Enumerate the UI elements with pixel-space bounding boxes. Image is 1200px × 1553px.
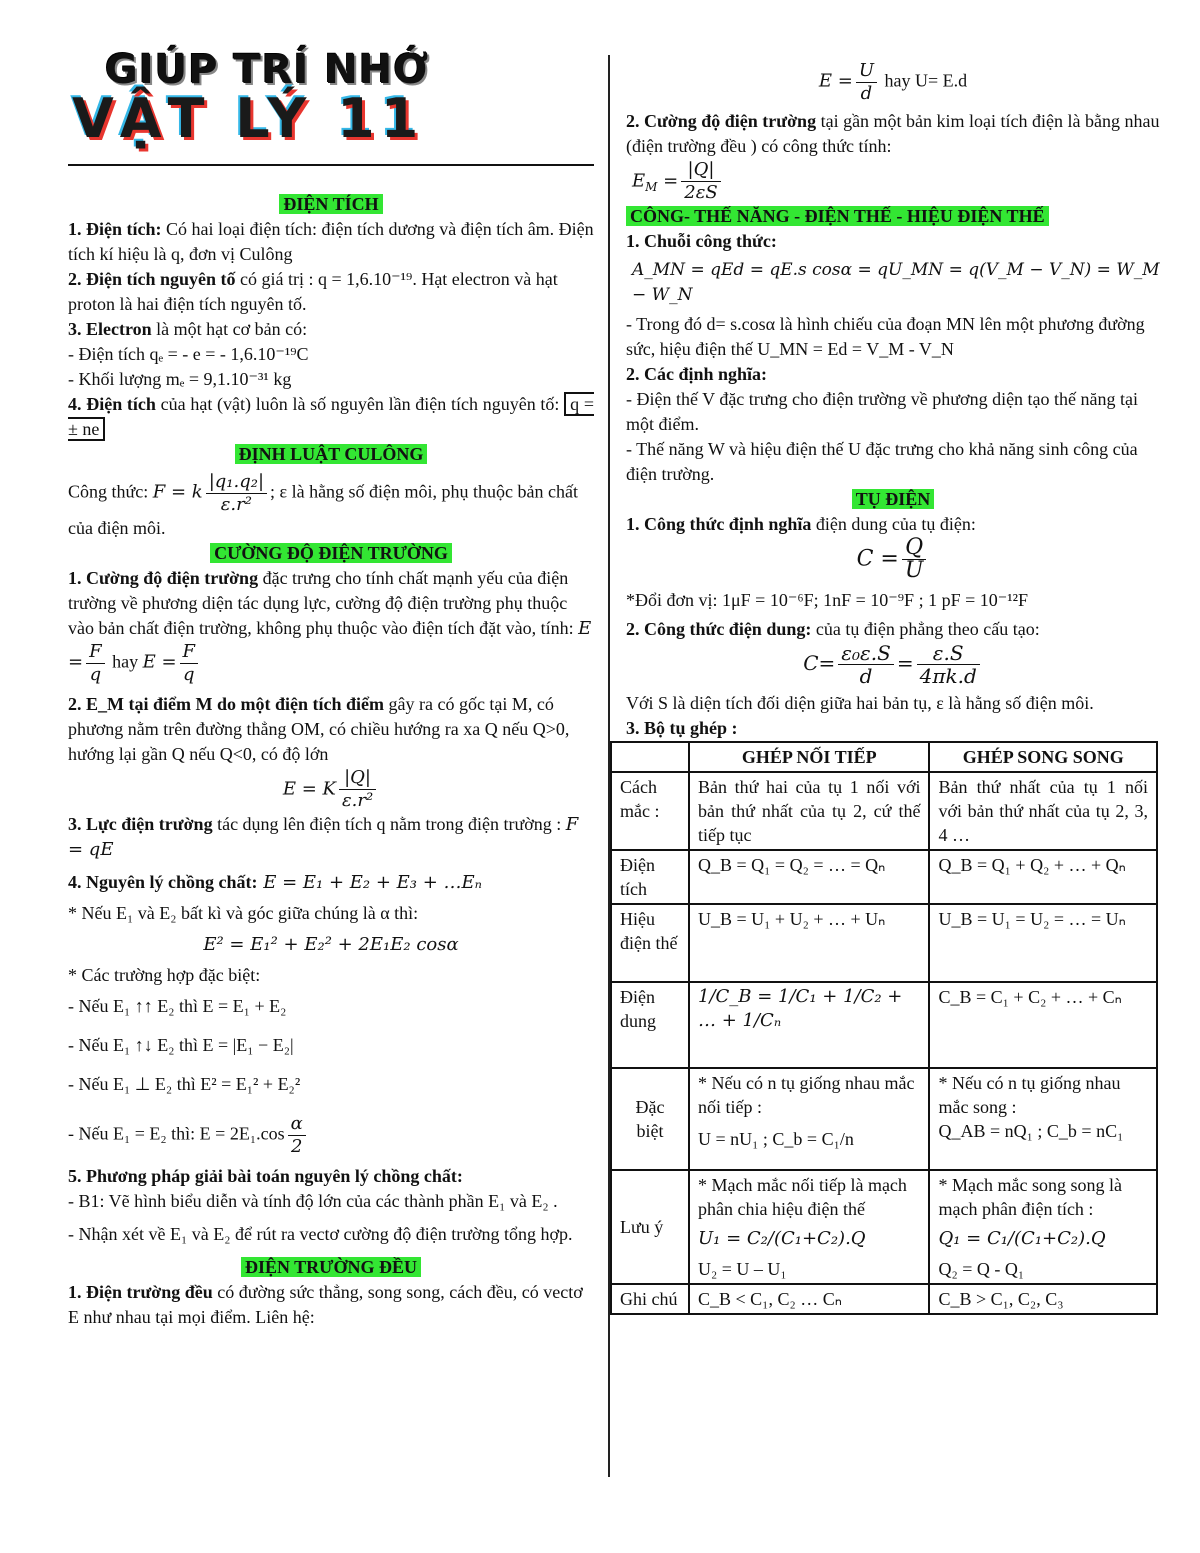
parallel-cell: U_B = U₁ = U₂ = … = Uₙ [929,904,1157,982]
point-charge-formula: E = K $\frac{|Q|}{\text{ε.r²}}$ [68,767,594,812]
para-dien-tich: 1. Điện tích: Có hai loại điện tích: điện tích dương và điện tích âm. Điện tích kí hiệu là q, đơn vị Culông [68,219,594,264]
header-parallel: GHÉP SONG SONG [929,742,1157,772]
row-label: Cách mắc : [611,772,689,850]
table-row [611,850,1157,904]
para-electron: 3. Electron là một hạt cơ bản có: [68,319,308,339]
para-formula-chain: 1. Chuỗi công thức: [626,231,777,251]
para-projection: - Trong đó d= s.cosα là hình chiếu của đoạn MN lên một phương đường sức, hiệu điện thế U_MN = Ed = V_M - V_N [626,314,1145,359]
para-electron-charge: - Điện tích qₑ = - e = - 1,6.10⁻¹⁹C [68,344,309,364]
para-point-charge: 2. E_M tại điểm M do một điện tích điểm gây ra có gốc tại M, có phương nằm trên đường thẳng OM, có chiều hướng ra xa Q nếu Q>0, hướng lại gần Q nếu Q<0, có độ lớn [68,694,570,764]
header-series: GHÉP NỐI TIẾP [689,742,929,772]
series-cell: C_B < C₁, C₂ … Cₙ [689,1284,929,1314]
para-superposition: 4. Nguyên lý chồng chất: E = E₁ + E₂ + E₃ + …Eₙ [68,872,482,893]
para-capacitance-def: 1. Công thức định nghĩa điện dung của tụ điện: [626,514,976,534]
def-energy: - Thế năng W và hiệu điện thế U đặc trưng cho khả năng sinh công của điện trường. [626,439,1138,484]
para-electric-force: 3. Lực điện trường tác dụng lên điện tích q nằm trong điện trường : F = qE [68,814,579,860]
case-parallel: - Nếu E₁ ↑↑ E₂ thì E = E₁ + E₂ [68,996,287,1016]
series-cell: * Nếu có n tụ giống nhau mắc nối tiếp : U = nU₁ ; C_b = C₁/n [689,1068,929,1170]
para-nguyen-to: 2. Điện tích nguyên tố có giá trị : q = 1,6.10⁻¹⁹. Hạt electron và hạt proton là hai điện tích nguyên tố. [68,269,558,314]
para-electron-mass: - Khối lượng mₑ = 9,1.10⁻³¹ kg [68,369,292,389]
heading-field-strength: CƯỜNG ĐỘ ĐIỆN TRƯỜNG [68,541,594,566]
method-step1: - B1: Vẽ hình biểu diễn và tính độ lớn của các thành phần E₁ và E₂ . [68,1191,558,1211]
row-label: Điện tích [611,850,689,904]
parallel-cell: Bản thứ nhất của tụ 1 nối với bản thứ nhất của tụ 2, 3, 4 … [929,772,1157,850]
parallel-cell: Q_B = Q₁ + Q₂ + … + Qₙ [929,850,1157,904]
parallel-cell: C_B = C₁ + C₂ + … + Cₙ [929,982,1157,1068]
table-row [611,1170,1157,1284]
para-definitions: 2. Các định nghĩa: [626,364,768,384]
case-antiparallel: - Nếu E₁ ↑↓ E₂ thì E = |E₁ − E₂| [68,1035,294,1055]
table-corner [611,742,689,772]
brand-underline [68,164,594,166]
heading-capacitor: TỤ ĐIỆN [626,487,1160,512]
row-label: Điện dung [611,982,689,1068]
capacitance-formula: C = $\frac{Q}{U}$ [626,537,1160,582]
series-cell: Bản thứ hai của tụ 1 nối với bản thứ nhất của tụ 2, cứ thế tiếp tục [689,772,929,850]
table-row [611,772,1157,850]
case-perpendicular: - Nếu E₁ ⊥ E₂ thì E² = E₁² + E₂² [68,1074,301,1094]
capacitor-combination-table [610,741,1158,1315]
para-area-note: Với S là diện tích đối diện giữa hai bản tụ, ε là hằng số điện môi. [626,693,1094,713]
case-equal: - Nếu E₁ = E₂ thì: E = 2E₁.cos $\frac{\alpha}{2}$ [68,1113,594,1158]
series-cell: Q_B = Q₁ = Q₂ = … = Qₙ [689,850,929,904]
formula-chain: A_MN = qEd = qE.s cosα = qU_MN = q(V_M − V_N) = W_M − W_N [632,260,1160,305]
brand-title-top: GIÚP TRÍ NHỚ [105,47,430,93]
para-superposition-any: * Nếu E₁ và E₂ bất kì và góc giữa chúng là α thì: [68,903,419,923]
heading-coulomb: ĐỊNH LUẬT CULÔNG [68,442,594,467]
parallel-cell: * Nếu có n tụ giống nhau mắc song : Q_AB = nQ₁ ; C_b = nC₁ [929,1068,1157,1170]
parallel-cell: * Mạch mắc song song là mạch phân điện tích : Q₁ = C₁/(C₁+C₂).Q Q₂ = Q - Q₁ [929,1170,1157,1284]
left-column [68,192,594,1330]
coulomb-formula: Công thức: F = k $\frac{\text{|q₁.q₂|}}{\text{ε.r²}}$ ; ε là hằng số điện môi, phụ thuộc bản chất của điện môi. [68,471,579,538]
row-label: Đặc biệt [611,1068,689,1170]
table-row [611,982,1157,1068]
series-cell: 1/C_B = 1/C₁ + 1/C₂ + … + 1/Cₙ [689,982,929,1068]
table-row [611,1284,1157,1314]
unit-conversion: *Đổi đơn vị: 1μF = 10⁻⁶F; 1nF = 10⁻⁹F ; 1 pF = 10⁻¹²F [626,590,1029,610]
plate-capacitance-formula: C= $\frac{\text{ε₀ε.S}}{d}$ = $\frac{\varepsilon.S}{4\pi k.d}$ [626,642,1160,687]
row-label: Ghi chú [611,1284,689,1314]
row-label: Hiệu điện thế [611,904,689,982]
para-uniform-field: 1. Điện trường đều có đường sức thẳng, song song, cách đều, có vectơ E như nhau tại mọi điểm. Liên hệ: [68,1282,583,1327]
def-potential: - Điện thế V đặc trưng cho điện trường về phương diện tạo thế năng tại một điểm. [626,389,1139,434]
series-cell: U_B = U₁ + U₂ + … + Uₙ [689,904,929,982]
method-step2: - Nhận xét về E₁ và E₂ để rút ra vectơ cường độ điện trường tổng hợp. [68,1224,573,1244]
parallel-cell: C_B > C₁, C₂, C₃ [929,1284,1157,1314]
para-method: 5. Phương pháp giải bài toán nguyên lý chồng chất: [68,1166,463,1186]
table-header-row [611,742,1157,772]
right-column [620,60,1160,1315]
field-voltage-relation: E = $\frac{U}{d}$ hay U= E.d [818,60,968,104]
series-cell: * Mạch mắc nối tiếp là mạch phân chia hiệu điện thế U₁ = C₂/(C₁+C₂).Q U₂ = U – U₁ [689,1170,929,1284]
para-quantization: 4. Điện tích của hạt (vật) luôn là số nguyên lần điện tích nguyên tố: q = ± ne [68,394,595,439]
heading-dien-tich: ĐIỆN TÍCH [68,192,594,217]
heading-uniform-field: ĐIỆN TRƯỜNG ĐỀU [68,1255,594,1280]
para-special-cases: * Các trường hợp đặc biệt: [68,965,261,985]
para-field-def: 1. Cường độ điện trường đặc trưng cho tính chất mạnh yếu của điện trường về phương diện tác dụng lực, cường độ điện trường phụ thuộc vào bản chất điện trường, không phụ thuộc vào điện tích đặt vào, tính: E = $\frac{F}{q}$ hay E = $\frac{F}{q}$ [68,568,592,685]
heading-work-potential: CÔNG- THẾ NĂNG - ĐIỆN THẾ - HIỆU ĐIỆN THẾ [626,204,1160,229]
para-combination: 3. Bộ tụ ghép : [626,718,738,738]
para-plate-capacitance: 2. Công thức điện dung: của tụ điện phẳng theo cấu tạo: [626,619,1040,639]
table-row [611,1068,1157,1170]
table-row [611,904,1157,982]
para-plate-field: 2. Cường độ điện trường tại gần một bản kim loại tích điện là bằng nhau (điện trường đều ) có công thức tính: [626,111,1160,156]
row-label: Lưu ý [611,1170,689,1284]
plate-field-formula: $E_M$ = $\frac{|Q|}{2\varepsilon S}$ [632,159,1160,204]
superposition-formula: E² = E₁² + E₂² + 2E₁E₂ cosα [203,934,459,955]
brand-title-main: VẬT LÝ 11 [72,87,425,150]
